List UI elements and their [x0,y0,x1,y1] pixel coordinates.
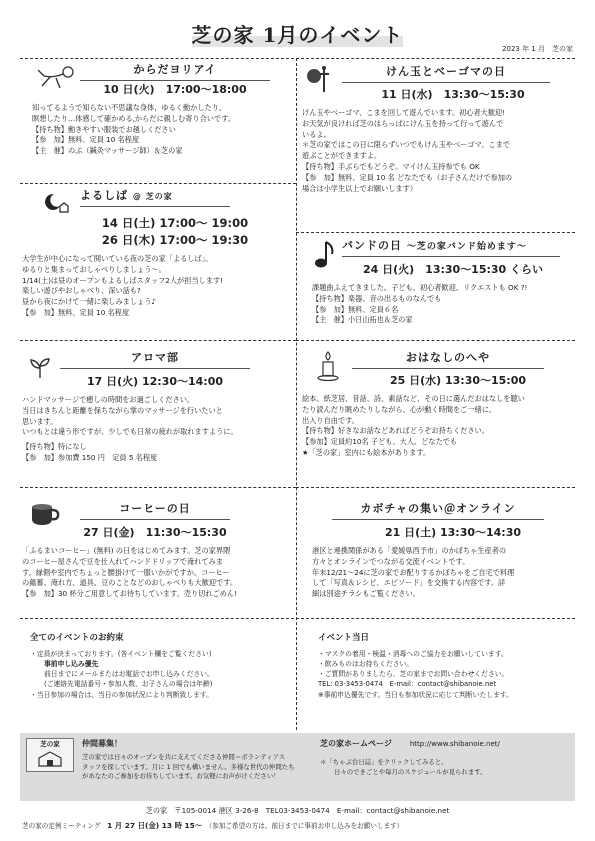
event-text: いつもとは違う形ですが、少しでも日常の疲れが取れますように。 [22,427,238,437]
event-title: カボチャの集い＠オンライン [332,501,544,520]
note-text: ・ご質問がありましたら、芝の家までお問い合わせください。 [318,670,509,679]
house-icon [27,750,73,768]
divider [296,340,575,341]
event-title: アロマ部 [60,350,250,369]
issue-date: 2023 年 1 月 芝の家 [502,45,573,53]
event-text: 大学生が中心になって開いている夜の芝の家「よるしば」。 [22,254,213,263]
homepage-text: ＊「ちゃぶ台日誌」をクリックしてみると、 [320,758,448,766]
section-title: イベント当日 [318,633,370,643]
section-title: 全てのイベントのお約束 [30,633,124,643]
event-text: 1/14(土)は昼のオープンもよるしばスタッフ2人が担当します! [22,275,224,285]
recruit-text: タッフを探しています。月に 1 回でも構いません。多様な世代の仲間たち [82,762,295,771]
event-text: 思います。 [22,416,58,426]
event-time: 24 日(火) 13:30～15:30 くらい [362,262,544,276]
volunteer-recruit [82,738,307,782]
homepage-info [320,738,572,777]
event-text: 年末12/21～24に芝の家でお配りするかぼちゃをご自宅で料理 [312,567,515,577]
event-text: 出入り自由です。 [302,415,359,425]
event-karada [30,62,290,157]
footer-meeting: 芝の家の定例ミーティング 1 月 27 日(金) 13 時 15～ （参加ご希望の方は、前日までに事前お申し込みをお願いします） [22,821,404,830]
event-text: ＊芝の家ではこの日に限らずいつでもけん玉やベーゴマ、こまで [302,140,511,150]
event-text: 【参 加】30 杯分ご用意してお待ちしています。売り切れごめん! [22,589,237,599]
divider [20,183,296,184]
event-text: 課題曲ふえてきました。子ども、初心者歓迎、リクエストも OK ?! [312,283,528,292]
event-text: 【持ち物】特になし [22,442,87,452]
event-text: 絵本、紙芝居、昔話、詩、素話など、その日に選んだおはなしを聴い [302,394,525,403]
event-text: 【持ち物】手ぶらでもどうぞ。マイけん玉持参でも OK [302,161,480,171]
divider [20,340,296,341]
event-kendama [302,64,574,194]
page-title: 芝の家 1月のイベント [191,23,404,47]
event-text: 【持ち物】動きやすい服装でお越しください [32,124,176,134]
note-text: ※事前申込優先です。当日も参加状況に応じて判断いたします。 [318,690,513,699]
section-title: 仲間募集！ [82,739,122,748]
footer-contact: 芝の家 〒105-0014 港区 3-26-8 TEL03-3453-0474 E-mail：contact@shibanoie.net [145,806,450,815]
event-yorushiba [20,188,290,319]
event-time: 25 日(水) 13:30～15:00 [389,373,527,387]
event-ohanashi [302,350,574,459]
event-text: の蘊蓄、淹れ方、道具、豆のことなどのおしゃべりも大歓迎です。 [22,578,238,588]
event-time: 26 日(木) 17:00～ 19:30 [101,232,249,247]
rule-text: (ご連絡先電話番号・参加人数、お子さんの場合は年齢) [44,680,213,689]
event-time: 11 日(水) 13:30～15:30 [381,87,525,101]
event-text: 【持ち物】楽器、音の出るものなんでも [312,293,442,303]
event-text: 遊ぶことができますよ。 [302,151,382,161]
event-text: 【参 加】無料、定員 10 名 どなたでも（お子さんだけで参加の [302,172,513,182]
recruit-text: 芝の家では日々のオープンを共に支えてくださる仲間＝ボランティアス [82,753,286,761]
section-title: 芝の家ホームページ [320,739,392,748]
event-text: す。縁側や室内でちょっと腰掛けて一服いかがですか。コーヒー [22,567,230,577]
homepage-link[interactable]: http://www.shibanoie.net/ [409,740,500,748]
event-text: して「写真＆レシピ、エピソード」を交換する内容です。詳 [312,578,506,588]
event-title: からだヨリアイ [80,62,270,81]
event-text: 【参 加】無料、定員 10 名程度 [22,307,130,317]
top-divider [20,58,575,59]
kendama-icon [304,64,338,94]
event-text: お天気が良ければ芝のはらっぱにけん玉を持って行って遊んで [302,118,504,128]
event-band [302,238,574,326]
event-day-notes [318,632,574,700]
event-text: ハンドマッサージで癒しの時間をお過ごしください。 [22,395,195,404]
event-text: 瞑想したり…体感して確かめる,からだに親しむ寄り合いです。 [32,113,235,123]
rule-subtitle: 事前申し込み優先 [44,659,99,668]
divider [20,487,296,488]
event-time: 14 日(土) 17:00～ 19:00 [101,215,249,230]
event-text: 港区と連携関係がある「愛媛県西予市」のかぼちゃ生産者の [312,546,507,555]
note-text: ・飲みものはお持ちください。 [318,659,414,668]
event-text: 【参加】定員約10名 子ども、大人、どなたでも [302,437,458,447]
event-title: コーヒーの日 [80,501,230,520]
rule-text: ・当日参加の場合は、当日の参加状況により判断致します。 [30,690,213,699]
coffee-cup-icon [28,501,62,527]
event-time: 10 日(火) 17:00～18:00 [103,82,247,96]
event-kabocha [302,497,574,600]
event-aroma [20,350,290,464]
event-time: 21 日(土) 13:30～14:30 [384,525,522,539]
divider [20,618,575,619]
divider [296,487,575,488]
rule-text: ・定員が決まっております。(各イベント欄をご覧ください) [30,649,212,658]
event-title: よるしば @ 芝の家 [80,188,230,207]
music-note-icon [310,240,336,270]
all-events-rules [30,632,292,700]
event-text: 【主 催】のぶ（鍼灸マッサージ師）＆芝の家 [32,146,183,156]
candle-icon [316,350,340,382]
event-coffee [20,497,290,600]
event-text: 【参 加】無料、定員 10 名程度 [32,135,140,145]
event-text: 「ふるまいコーヒー」(無料) の日をはじめてみます。芝の家界隈 [22,546,231,555]
event-text: 【主 催】小日山拓也＆芝の家 [312,315,413,325]
event-text: けん玉やベーゴマ、こまを回して遊んでいます。初心者大歓迎! [302,108,506,117]
event-text: 細は別途チラシもご覧ください。 [312,589,420,599]
event-text: 楽しい遊びやおしゃべり、深い話も? [22,286,141,296]
sprout-icon [28,356,52,380]
event-title: おはなしのへや [352,350,544,369]
divider [296,232,575,233]
event-text: 【持ち物】好きなお話などあればどうぞお持ちください。 [302,426,489,436]
event-text: 【参 加】無料、定員６名 [312,304,399,314]
contact-text: TEL: 03-3453-0474 E-mail：contact@shibanoie.net [318,680,497,689]
event-text: 昼から夜にかけて一緒に楽しみましょう♪ [22,297,156,307]
event-time: 17 日(火) 12:30～14:00 [86,374,224,388]
event-text: 知ってるようで知らない不思議な身体，ゆるく動かしたり、 [32,103,227,112]
event-text: 【参 加】参加費 150 円 定員 5 名程度 [22,452,158,462]
event-time: 27 日(金) 11:30～15:30 [83,525,227,539]
event-text: 場合は小学生以上でお願いします） [302,183,418,193]
note-text: ・マスクの着用・検温・消毒へのご協力をお願いしています。 [318,649,508,658]
rule-text: 前日までにメールまたはお電話でお申し込みください。 [44,670,214,679]
event-text: ゆるりと集まっておしゃべりしましょう～。 [22,264,166,274]
shibanoie-logo: 芝の家 [26,738,74,772]
event-text: 当日はきちんと距離を保ちながら掌のマッサージを行いたいと [22,405,223,415]
homepage-text: 日々のできごとや毎月のスケジュールが見られます。 [334,767,487,776]
event-text: いるよ。 [302,129,331,139]
event-title: バンドの日 ～芝の家バンド始めます～ [342,238,560,257]
event-text: ★「芝の家」室内にも絵本があります。 [302,447,431,457]
event-text: 方々とオンラインでつながる交流イベントです。 [312,556,470,566]
event-text: のコーヒー屋さんで豆を仕入れてハンドドリップで淹れてみま [22,556,223,566]
recruit-text: があなたのご参加をお待ちしています。お気軽にお声がけください！ [82,772,280,781]
column-divider [296,58,297,730]
event-text: たり読んだり眺めたりしながら、心が動く時間をご一緒に。 [302,404,497,414]
moon-house-icon [42,192,72,214]
event-title: けん玉とベーゴマの日 [342,64,550,83]
stretching-person-icon [36,64,76,90]
